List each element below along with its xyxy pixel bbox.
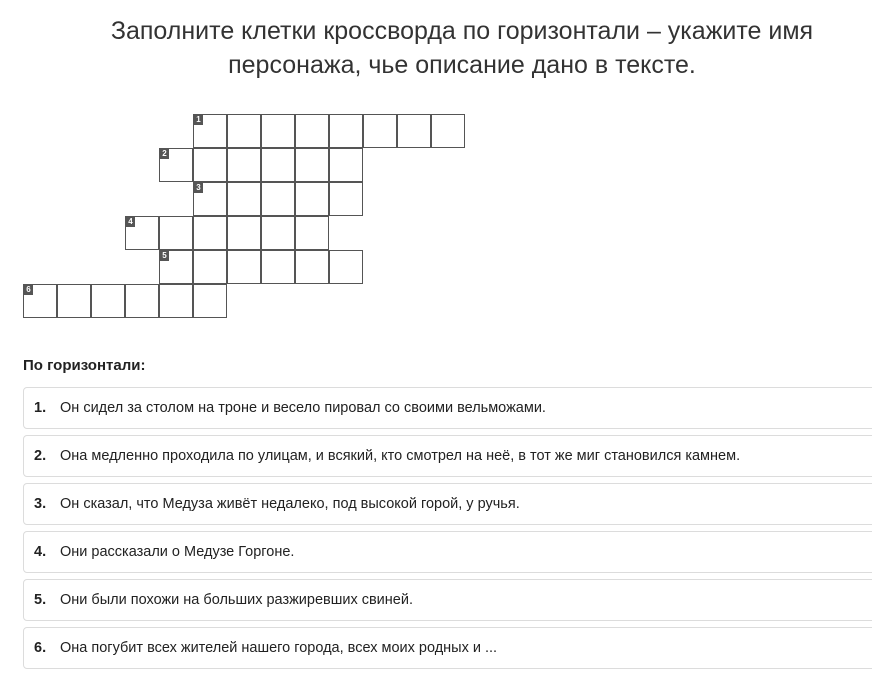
crossword-letter-input[interactable] xyxy=(262,115,294,147)
crossword-cell-4-3[interactable] xyxy=(193,216,227,250)
crossword-letter-input[interactable] xyxy=(228,217,260,249)
crossword-clue-number: 1 xyxy=(194,115,203,125)
clues-list xyxy=(23,387,872,675)
crossword-cell-1-2[interactable] xyxy=(227,114,261,148)
clue-number: 6. xyxy=(34,640,47,656)
clue-number: 2. xyxy=(34,448,47,464)
crossword-letter-input[interactable] xyxy=(262,251,294,283)
crossword-cell-4-4[interactable] xyxy=(227,216,261,250)
crossword-cell-5-5[interactable] xyxy=(295,250,329,284)
crossword-cell-4-5[interactable] xyxy=(261,216,295,250)
clue-item-1[interactable] xyxy=(23,387,872,429)
crossword-letter-input[interactable] xyxy=(262,183,294,215)
crossword-letter-input[interactable] xyxy=(228,251,260,283)
crossword-letter-input[interactable] xyxy=(330,115,362,147)
crossword-letter-input[interactable] xyxy=(126,217,158,249)
crossword-letter-input[interactable] xyxy=(160,149,192,181)
clue-text: Они были похожи на больших разжиревших свиней. xyxy=(60,592,413,608)
crossword-cell-3-2[interactable] xyxy=(227,182,261,216)
crossword-cell-3-4[interactable] xyxy=(295,182,329,216)
crossword-letter-input[interactable] xyxy=(194,217,226,249)
crossword-letter-input[interactable] xyxy=(296,183,328,215)
crossword-cell-5-1[interactable] xyxy=(159,250,193,284)
crossword-cell-2-4[interactable] xyxy=(261,148,295,182)
crossword-cell-6-3[interactable] xyxy=(91,284,125,318)
crossword-cell-3-1[interactable] xyxy=(193,182,227,216)
clue-item-5[interactable] xyxy=(23,579,872,621)
crossword-letter-input[interactable] xyxy=(194,251,226,283)
crossword-letter-input[interactable] xyxy=(24,285,56,317)
crossword-cell-2-6[interactable] xyxy=(329,148,363,182)
crossword-cell-1-5[interactable] xyxy=(329,114,363,148)
crossword-clue-number: 4 xyxy=(126,217,135,227)
crossword-cell-1-4[interactable] xyxy=(295,114,329,148)
crossword-cell-4-1[interactable] xyxy=(125,216,159,250)
crossword-clue-number: 5 xyxy=(160,251,169,261)
clue-item-3[interactable] xyxy=(23,483,872,525)
crossword-cell-1-7[interactable] xyxy=(397,114,431,148)
crossword-cell-2-2[interactable] xyxy=(193,148,227,182)
crossword-letter-input[interactable] xyxy=(228,115,260,147)
crossword-letter-input[interactable] xyxy=(262,217,294,249)
crossword-cell-2-1[interactable] xyxy=(159,148,193,182)
crossword-letter-input[interactable] xyxy=(92,285,124,317)
title-line-2: персонажа, чье описание дано в тексте. xyxy=(228,51,696,79)
crossword-letter-input[interactable] xyxy=(160,217,192,249)
crossword-cell-2-3[interactable] xyxy=(227,148,261,182)
clue-number: 4. xyxy=(34,544,47,560)
clues-heading: По горизонтали: xyxy=(23,357,146,374)
clue-text: Он сидел за столом на троне и весело пировал со своими вельможами. xyxy=(60,400,546,416)
crossword-letter-input[interactable] xyxy=(262,149,294,181)
crossword-letter-input[interactable] xyxy=(228,183,260,215)
crossword-letter-input[interactable] xyxy=(296,217,328,249)
crossword-cell-1-8[interactable] xyxy=(431,114,465,148)
crossword-cell-3-5[interactable] xyxy=(329,182,363,216)
clue-item-6[interactable] xyxy=(23,627,872,669)
crossword-cell-6-4[interactable] xyxy=(125,284,159,318)
crossword-cell-6-5[interactable] xyxy=(159,284,193,318)
crossword-letter-input[interactable] xyxy=(432,115,464,147)
crossword-letter-input[interactable] xyxy=(296,115,328,147)
crossword-letter-input[interactable] xyxy=(160,251,192,283)
crossword-cell-4-6[interactable] xyxy=(295,216,329,250)
crossword-letter-input[interactable] xyxy=(194,183,226,215)
crossword-cell-5-2[interactable] xyxy=(193,250,227,284)
title-line-1: Заполните клетки кроссворда по горизонтали – укажите имя xyxy=(110,17,814,45)
clue-number: 3. xyxy=(34,496,47,512)
crossword-letter-input[interactable] xyxy=(194,149,226,181)
clue-item-4[interactable] xyxy=(23,531,872,573)
crossword-cell-1-1[interactable] xyxy=(193,114,227,148)
crossword-letter-input[interactable] xyxy=(126,285,158,317)
clue-text: Она погубит всех жителей нашего города, всех моих родных и ... xyxy=(60,640,498,656)
crossword-cell-5-3[interactable] xyxy=(227,250,261,284)
crossword-clue-number: 2 xyxy=(160,149,169,159)
clue-number: 1. xyxy=(34,400,47,416)
crossword-cell-6-1[interactable] xyxy=(23,284,57,318)
crossword-cell-4-2[interactable] xyxy=(159,216,193,250)
clue-text: Они рассказали о Медузе Горгоне. xyxy=(60,544,295,560)
crossword-letter-input[interactable] xyxy=(330,183,362,215)
crossword-letter-input[interactable] xyxy=(330,251,362,283)
crossword-letter-input[interactable] xyxy=(364,115,396,147)
crossword-letter-input[interactable] xyxy=(194,115,226,147)
clue-number: 5. xyxy=(34,592,47,608)
crossword-cell-5-6[interactable] xyxy=(329,250,363,284)
crossword-cell-2-5[interactable] xyxy=(295,148,329,182)
crossword-cell-6-6[interactable] xyxy=(193,284,227,318)
crossword-clue-number: 6 xyxy=(24,285,33,295)
clue-text: Он сказал, что Медуза живёт недалеко, под высокой горой, у ручья. xyxy=(60,496,520,512)
crossword-clue-number: 3 xyxy=(194,183,203,193)
crossword-grid xyxy=(0,0,872,330)
crossword-letter-input[interactable] xyxy=(296,149,328,181)
crossword-letter-input[interactable] xyxy=(58,285,90,317)
crossword-letter-input[interactable] xyxy=(160,285,192,317)
crossword-letter-input[interactable] xyxy=(228,149,260,181)
clue-item-2[interactable] xyxy=(23,435,872,477)
clue-text: Она медленно проходила по улицам, и всякий, кто смотрел на неё, в тот же миг становился камнем. xyxy=(60,448,741,464)
crossword-cell-1-6[interactable] xyxy=(363,114,397,148)
crossword-cell-1-3[interactable] xyxy=(261,114,295,148)
crossword-cell-5-4[interactable] xyxy=(261,250,295,284)
crossword-letter-input[interactable] xyxy=(194,285,226,317)
crossword-cell-3-3[interactable] xyxy=(261,182,295,216)
crossword-letter-input[interactable] xyxy=(398,115,430,147)
crossword-letter-input[interactable] xyxy=(330,149,362,181)
crossword-cell-6-2[interactable] xyxy=(57,284,91,318)
crossword-letter-input[interactable] xyxy=(296,251,328,283)
